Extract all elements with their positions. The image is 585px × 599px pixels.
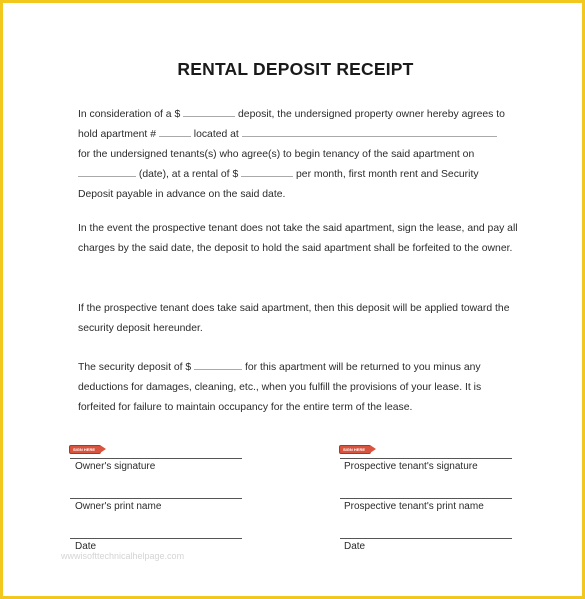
sign-here-label: SIGN HERE bbox=[73, 447, 96, 452]
owner-signature-label: Owner's signature bbox=[75, 461, 156, 472]
text-fragment: deposit, the undersigned property owner hereby agrees to bbox=[238, 109, 505, 120]
text-fragment: The security deposit of $ bbox=[78, 362, 192, 373]
paragraph-1-line-2 bbox=[78, 125, 518, 145]
address-blank[interactable] bbox=[242, 126, 497, 137]
tenant-sign-here-tag bbox=[339, 445, 371, 454]
start-date-blank[interactable] bbox=[78, 166, 136, 177]
paragraph-1-line-5: Deposit payable in advance on the said date. bbox=[78, 189, 286, 200]
tenant-date-line[interactable] bbox=[340, 538, 512, 539]
text-fragment: located at bbox=[193, 129, 239, 140]
paragraph-consideration bbox=[78, 105, 518, 205]
owner-print-name-label: Owner's print name bbox=[75, 501, 162, 512]
owner-sign-here-tag bbox=[69, 445, 101, 454]
apartment-number-blank[interactable] bbox=[159, 126, 191, 137]
paragraph-1-line-3: for the undersigned tenants(s) who agree(s) to begin tenancy of the said apartment on bbox=[78, 149, 475, 160]
sign-here-label: SIGN HERE bbox=[343, 447, 366, 452]
text-fragment: (date), at a rental of $ bbox=[138, 169, 239, 180]
watermark-text: wwwisofttechnicalhelpage.com bbox=[61, 551, 185, 561]
text-fragment: per month, first month rent and Security bbox=[296, 169, 479, 180]
paragraph-applied: If the prospective tenant does take said apartment, then this deposit will be applied toward the security deposit hereunder. bbox=[78, 303, 510, 334]
tenant-date-label: Date bbox=[344, 541, 366, 552]
document-title: RENTAL DEPOSIT RECEIPT bbox=[177, 59, 414, 79]
owner-date-label: Date bbox=[75, 541, 97, 552]
rent-amount-blank[interactable] bbox=[241, 166, 293, 177]
paragraph-forfeit: In the event the prospective tenant does not take the said apartment, sign the lease, and pay all charges by the said date, the deposit to hold the said apartment shall be forfeited to the owner. bbox=[78, 223, 518, 254]
owner-date-line[interactable] bbox=[70, 538, 242, 539]
text-fragment: hold apartment # bbox=[78, 129, 156, 140]
owner-signature-line[interactable] bbox=[70, 458, 242, 459]
owner-print-name-line[interactable] bbox=[70, 498, 242, 499]
paragraph-1-line-4 bbox=[78, 165, 518, 185]
paragraph-4-line-1 bbox=[78, 358, 518, 378]
paragraph-security-deposit bbox=[78, 358, 518, 418]
security-deposit-blank[interactable] bbox=[194, 359, 242, 370]
text-fragment: In consideration of a $ bbox=[78, 109, 181, 120]
paragraph-1-line-1 bbox=[78, 105, 518, 125]
tenant-print-name-label: Prospective tenant's print name bbox=[344, 501, 484, 512]
tenant-signature-label: Prospective tenant's signature bbox=[344, 461, 478, 472]
paragraph-4-rest: deductions for damages, cleaning, etc., when you fulfill the provisions of your lease. It is forfeited for failure to maintain occupancy for the entire term of the lease. bbox=[78, 382, 482, 413]
text-fragment: for this apartment will be returned to you minus any bbox=[244, 362, 481, 373]
deposit-amount-blank[interactable] bbox=[183, 106, 235, 117]
tenant-signature-line[interactable] bbox=[340, 458, 512, 459]
tenant-print-name-line[interactable] bbox=[340, 498, 512, 499]
